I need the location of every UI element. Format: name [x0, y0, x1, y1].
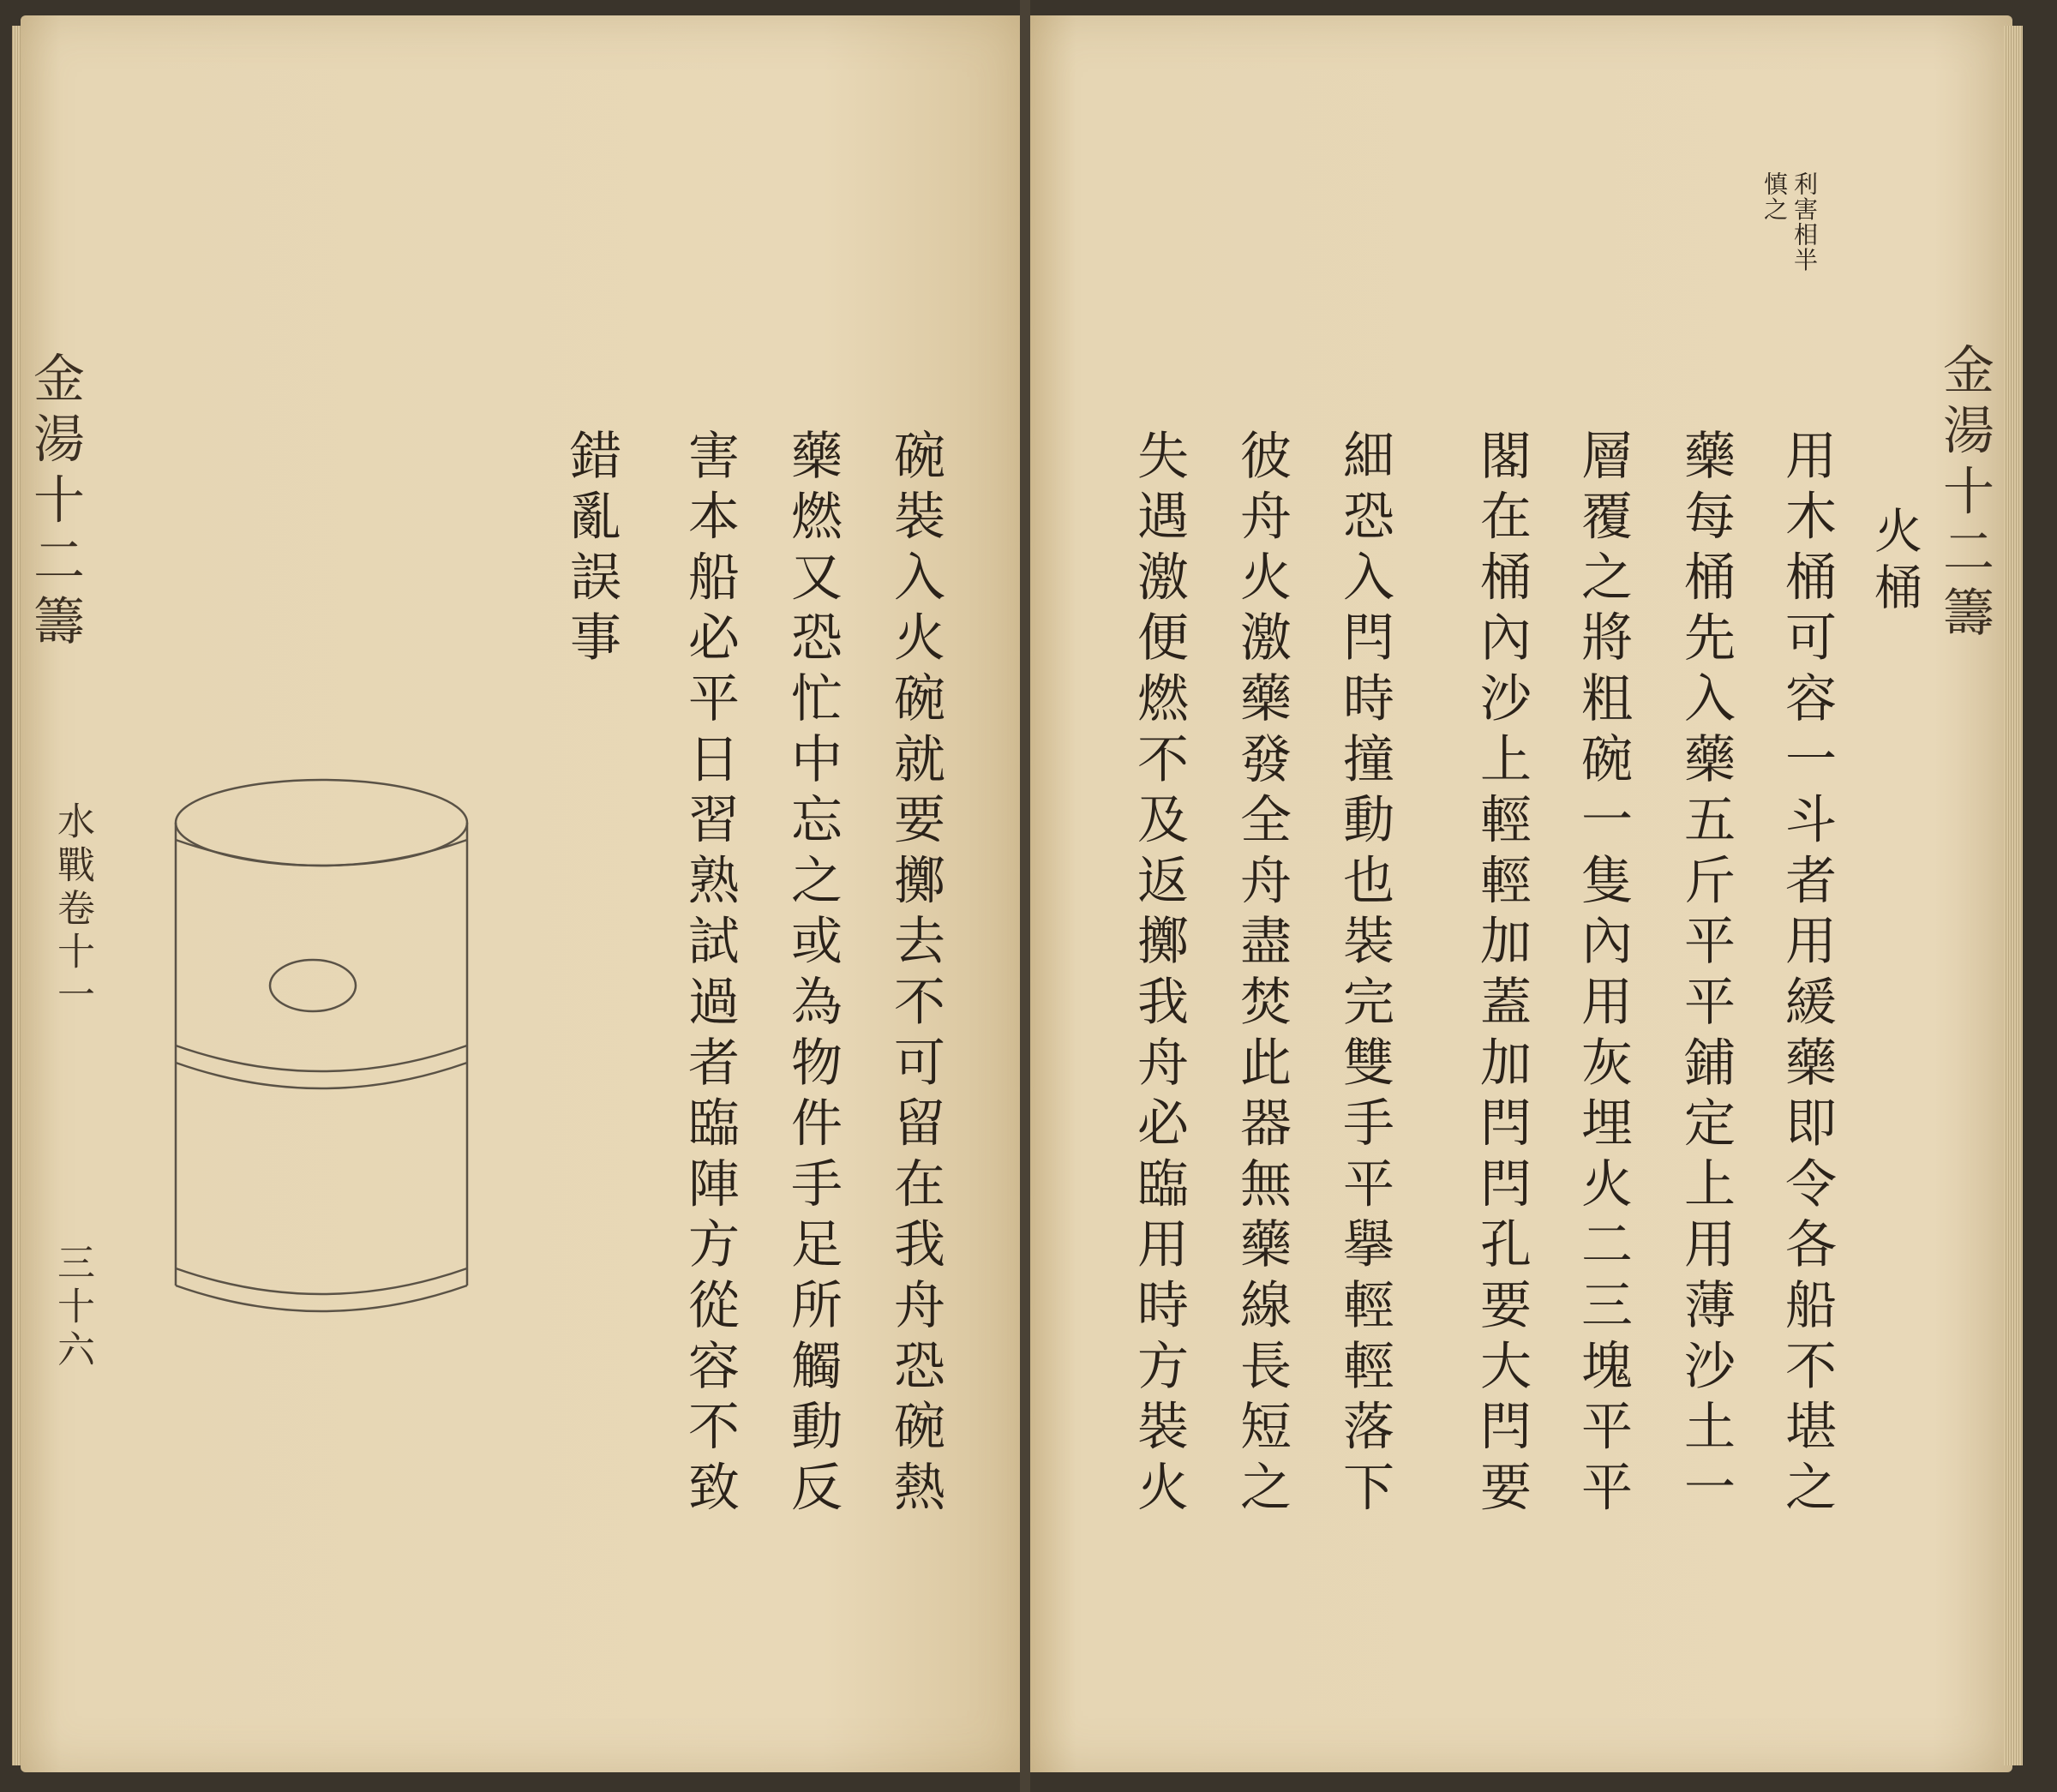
right-text-col-6: 彼舟火激藥發全舟盡焚此器無藥線長短之 [1232, 429, 1292, 1521]
right-text-col-4: 閣在桶內沙上輕輕加蓋加閂閂孔要大閂要 [1472, 429, 1532, 1521]
right-margin-title: 金湯十二籌 [1934, 343, 1994, 646]
note-line-2: 慎之 [1760, 171, 1789, 222]
right-page-edges [2004, 26, 2023, 1765]
fire-bucket-drawing [163, 771, 480, 1320]
bucket-hole [270, 960, 356, 1011]
section-label: 水戰卷十一 [51, 801, 94, 1018]
right-text-col-2: 藥每桶先入藥五斤平平鋪定上用薄沙土一 [1676, 429, 1736, 1521]
bucket-middle-band-1 [176, 1046, 467, 1071]
note-line-1: 利害相半 [1790, 171, 1819, 273]
left-text-col-3: 害本船必平日習熟試過者臨陣方從容不致 [680, 429, 740, 1521]
right-text-col-7: 失遇激便燃不及返擲我舟必臨用時方裝火 [1129, 429, 1189, 1521]
bucket-middle-band-2 [176, 1063, 467, 1088]
right-text-col-3: 層覆之將粗碗一隻內用灰埋火二三塊平平 [1573, 429, 1633, 1521]
left-text-col-1: 碗裝入火碗就要擲去不可留在我舟恐碗熱 [885, 429, 945, 1521]
bucket-bottom-band-2 [176, 1286, 467, 1311]
left-text-col-4: 錯亂誤事 [561, 429, 621, 672]
bucket-bottom-band-1 [176, 1268, 467, 1294]
right-text-col-1: 用木桶可容一斗者用緩藥即令各船不堪之 [1777, 429, 1837, 1521]
right-text-col-5: 細恐入閂時撞動也裝完雙手平擧輕輕落下 [1334, 429, 1394, 1521]
left-margin-title: 金湯十二籌 [25, 351, 85, 655]
book-gutter [1020, 0, 1030, 1792]
page-number: 三十六 [51, 1243, 94, 1373]
bucket-top-band [176, 840, 467, 866]
left-text-col-2: 藥燃又恐忙中忘之或為物件手足所觸動反 [783, 429, 843, 1521]
heading: 火桶 [1867, 506, 1922, 620]
